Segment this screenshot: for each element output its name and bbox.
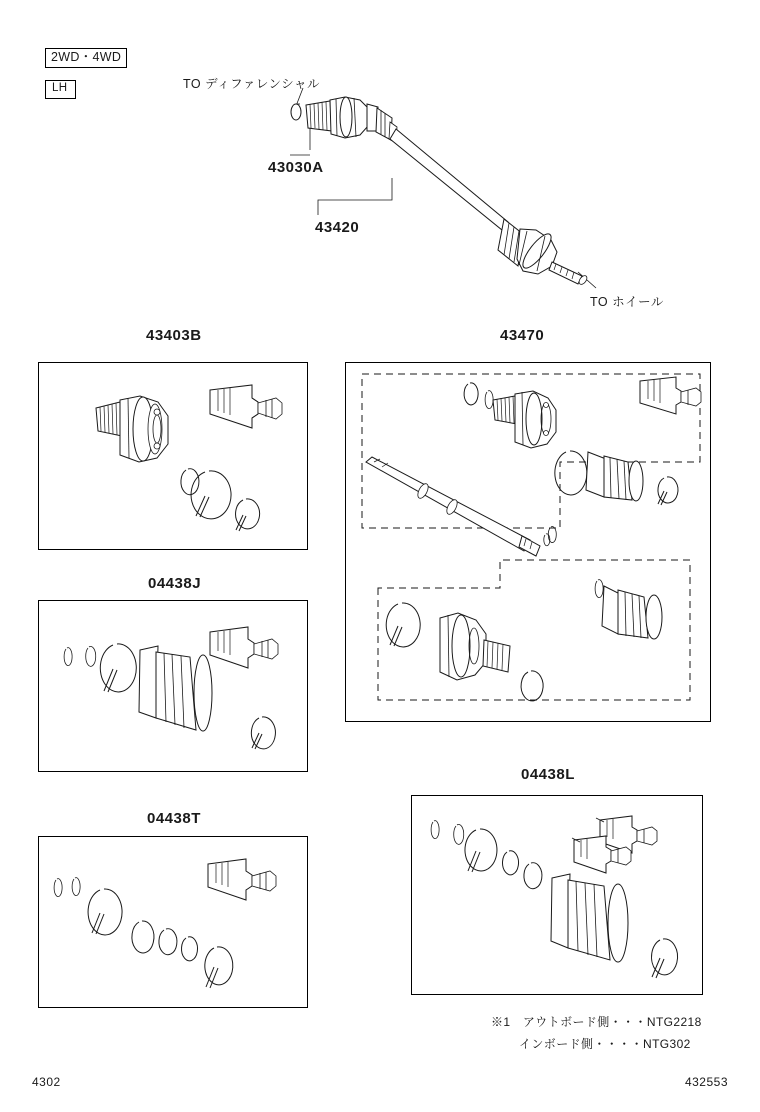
- label-panel-04438t: 04438T: [147, 810, 201, 827]
- panel-04438t: [38, 836, 308, 1008]
- label-panel-43470: 43470: [500, 327, 545, 344]
- panel-04438j: [38, 600, 308, 772]
- note-outboard: ※1 アウトボード側・・・NTG2218: [491, 1015, 702, 1029]
- label-panel-04438j: 04438J: [148, 575, 202, 592]
- panel-04438l: [411, 795, 703, 995]
- drive-shaft-assembly: [291, 97, 588, 286]
- label-panel-43403b: 43403B: [146, 327, 202, 344]
- tag-side: LH: [45, 80, 76, 99]
- label-to-wheel: TO ホイール: [590, 295, 664, 309]
- tag-drive-type: 2WD・4WD: [45, 48, 127, 68]
- label-43420: 43420: [315, 219, 360, 236]
- panel-43403b: [38, 362, 308, 550]
- label-to-differential: TO ディファレンシャル: [183, 77, 320, 91]
- leader-lines-top: [290, 88, 596, 288]
- panel-43470: [345, 362, 711, 722]
- footer-left-code: 4302: [32, 1075, 61, 1089]
- footer-right-code: 432553: [684, 1075, 728, 1089]
- note-inboard: インボード側・・・・NTG302: [519, 1037, 691, 1051]
- label-43030a: 43030A: [268, 159, 324, 176]
- label-panel-04438l: 04438L: [521, 766, 575, 783]
